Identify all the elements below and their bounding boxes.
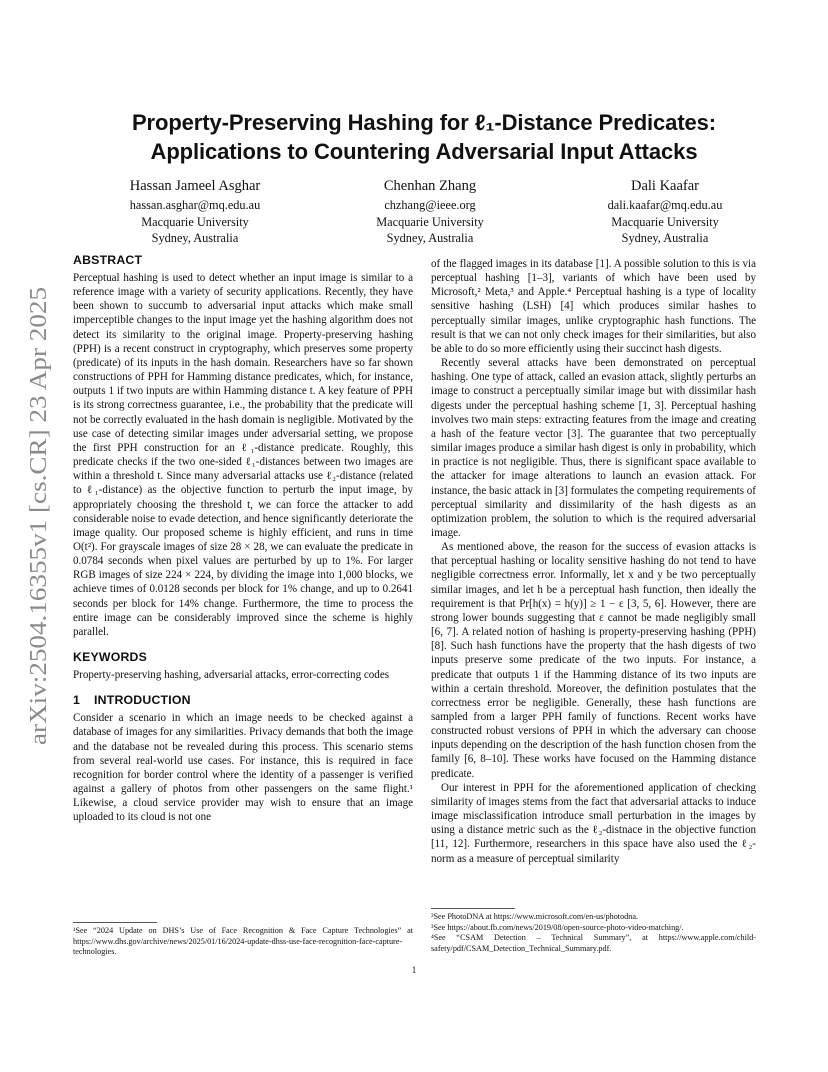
author-affiliation: Macquarie University [611, 214, 719, 229]
author-email: hassan.asghar@mq.edu.au [129, 198, 261, 212]
abstract-heading: ABSTRACT [73, 253, 143, 267]
introduction-paragraph-4: Our interest in PPH for the aforementioned application of checking similarity of images stems from the fact that adversarial attacks to induce image misclassification introduce small perturbation in the images by using a distance metric such as the ℓ₂-distnace in the objective function [11, 12]. Furthermore, researchers in this space have also used the ℓ₂-norm as a measure of perceptual similarity [431, 781, 756, 865]
page-number: 1 [411, 965, 417, 975]
section-title: INTRODUCTION [94, 693, 191, 708]
author-affiliation: Macquarie University [376, 214, 484, 229]
paper-title [60, 108, 788, 166]
footnote: ⁴See “CSAM Detection – Technical Summary”, at https://www.apple.com/child-safety/pdf/CSAM_Detection_Technical_Summary.pdf. [431, 933, 756, 953]
author-location: Sydney, Australia [621, 231, 709, 246]
paper-title-line-2: Applications to Countering Adversarial Input Attacks [150, 139, 698, 164]
introduction-heading [73, 692, 413, 708]
author-block [90, 177, 300, 247]
paper-title-line-1: Property-Preserving Hashing for ℓ₁-Distance Predicates: [131, 110, 717, 135]
footnotes-right [431, 912, 756, 954]
author-name: Hassan Jameel Asghar [129, 178, 261, 194]
introduction-paragraph-3: As mentioned above, the reason for the success of evasion attacks is that perceptual hashing or locality sensitive hashing do not tend to have negligible correctness error. Informally, let x and y be two perceptually similar images, and let h be a perceptual hash function, then ideally the requirement is that Pr[h(x) = h(y)] ≥ 1 − ε [3, 5, 6]. However, there are strong lower bounds suggesting that ε cannot be made negligibly small [6, 7]. A related notion of hashing is property-preserving hashing (PPH) [8]. Such hash functions have the property that the hash digests of two inputs preserve some predicate of the two inputs. For instance, a predicate that outputs 1 if the Hamming distance of its two inputs are within a certain threshold. Moreover, the definition postulates that the correctness error be negligible. Generally, these hash functions are sampled from a larger PPH family of functions. Recent works have constructed robust versions of PPH in which the adversary can choose inputs depending on the description of the hash function chosen from the family [6, 8–10]. These works have focused on the Hamming distance predicate. [431, 541, 756, 780]
footnotes-left [73, 926, 413, 958]
introduction-paragraph-1-continued: of the flagged images in its database [1]. A possible solution to this is via perceptual hashing [1–3], variants of which have been used by Microsoft,² Meta,³ and Apple.⁴ Perceptual hashing is a type of locality sensitive hashing (LSH) [4] which produces similar hashes to perceptually similar images, unlike cryptographic hash functions. The result is that we can not only check images for their similarities, but also be able to do so more efficiently using their succinct hash digests. [431, 258, 756, 355]
right-column [431, 257, 756, 866]
arxiv-identifier-sidebar [22, 285, 52, 745]
introduction-paragraph-2: Recently several attacks have been demonstrated on perceptual hashing. One type of attack, called an evasion attack, slightly perturbs an image to construct a perceptually similar image but with dissimilar hash digests under the perceptual hashing scheme [1, 3]. Perceptual hashing involves two main steps: extracting features from the image and creating a hash of the feature vector [3]. The guarantee that two perceptually similar images produce a similar hash digest is only in probability, which in practice is not negligible. Thus, there is significant space available to the attacker for image alterations to launch an evasion attack. For instance, the basic attack in [3] formulates the competing requirements of perceptual similarity and dissimilarity of the hash digests as an optimization problem, the solution to which is the required adversarial image. [431, 357, 756, 539]
arxiv-identifier-text: arXiv:2504.16355v1 [cs.CR] 23 Apr 2025 [25, 331, 52, 745]
author-list [90, 177, 770, 247]
author-block [560, 177, 770, 247]
section-number: 1 [73, 693, 81, 708]
author-location: Sydney, Australia [151, 231, 239, 246]
author-email: dali.kaafar@mq.edu.au [607, 198, 723, 212]
introduction-paragraph-1: Consider a scenario in which an image needs to be checked against a database of images for any similarities. Privacy demands that both the image and the database not be revealed during this process. This scenario stems from several real-world use cases. For instance, this is required in face recognition for border control where the identity of a passenger is verified against a gallery of photos from other passengers on the same flight.¹ Likewise, a cloud service provider may wish to ensure that an image uploaded to its cloud is not one [73, 712, 413, 824]
left-column [73, 252, 413, 824]
author-email: chzhang@ieee.org [384, 198, 476, 212]
author-name: Dali Kaafar [630, 178, 700, 194]
footnote-divider [73, 922, 157, 923]
footnote: ¹See “2024 Update on DHS’s Use of Face Recognition & Face Capture Technologies” at https://www.dhs.gov/archive/news/2025/01/16/2024-update-dhss-use-face-recognition-face-capture-technologies. [73, 926, 413, 957]
author-name: Chenhan Zhang [383, 178, 477, 194]
author-location: Sydney, Australia [386, 231, 474, 246]
keywords-heading: KEYWORDS [73, 650, 148, 665]
footnote: ³See https://about.fb.com/news/2019/08/open-source-photo-video-matching/. [431, 922, 684, 932]
abstract-text: Perceptual hashing is used to detect whether an input image is similar to a reference image with a variety of security applications. Recently, they have been shown to succumb to adversarial input attacks which make small imperceptible changes to the input image yet the hashing algorithm does not detect its similarity to the original image. Property-preserving hashing (PPH) is a recent construct in cryptography, which preserves some property (predicate) of its inputs in the hash domain. Researchers have so far shown constructions of PPH for Hamming distance predicates, which, for instance, outputs 1 if two inputs are within Hamming distance t. A key feature of PPH is its strong correctness guarantee, i.e., the probability that the predicate will not be correctly evaluated in the hash domain is negligible. Motivated by the use case of detecting similar images under adversarial setting, we propose the first PPH construction for an ℓ₁-distance predicate. Roughly, this predicate checks if the two one-sided ℓ₁-distances between two images are within a threshold t. Since many adversarial attacks use ℓ₂-distance (related to ℓ₁-distance) as the objective function to perturb the input image, by appropriately choosing the threshold t, we can force the attacker to add considerable noise to evade detection, and hence significantly deteriorate the image quality. Our proposed scheme is highly efficient, and runs in time O(t²). For grayscale images of size 28 × 28, we can evaluate the predicate in 0.0784 seconds when pixel values are perturbed by up to 1%. For larger RGB images of size 224 × 224, by dividing the image into 1,000 blocks, we achieve times of 0.0128 seconds per block for 1% change, and up to 0.2641 seconds per block for 14% change. Furthermore, the time to process the entire image can be considerably improved since the scheme is highly parallel. [73, 272, 413, 638]
footnote-divider [431, 908, 515, 909]
footnote: ²See PhotoDNA at https://www.microsoft.com/en-us/photodna. [431, 912, 639, 921]
keywords-text: Property-preserving hashing, adversarial attacks, error-correcting codes [73, 669, 390, 682]
author-affiliation: Macquarie University [141, 214, 249, 229]
author-block [325, 177, 535, 247]
